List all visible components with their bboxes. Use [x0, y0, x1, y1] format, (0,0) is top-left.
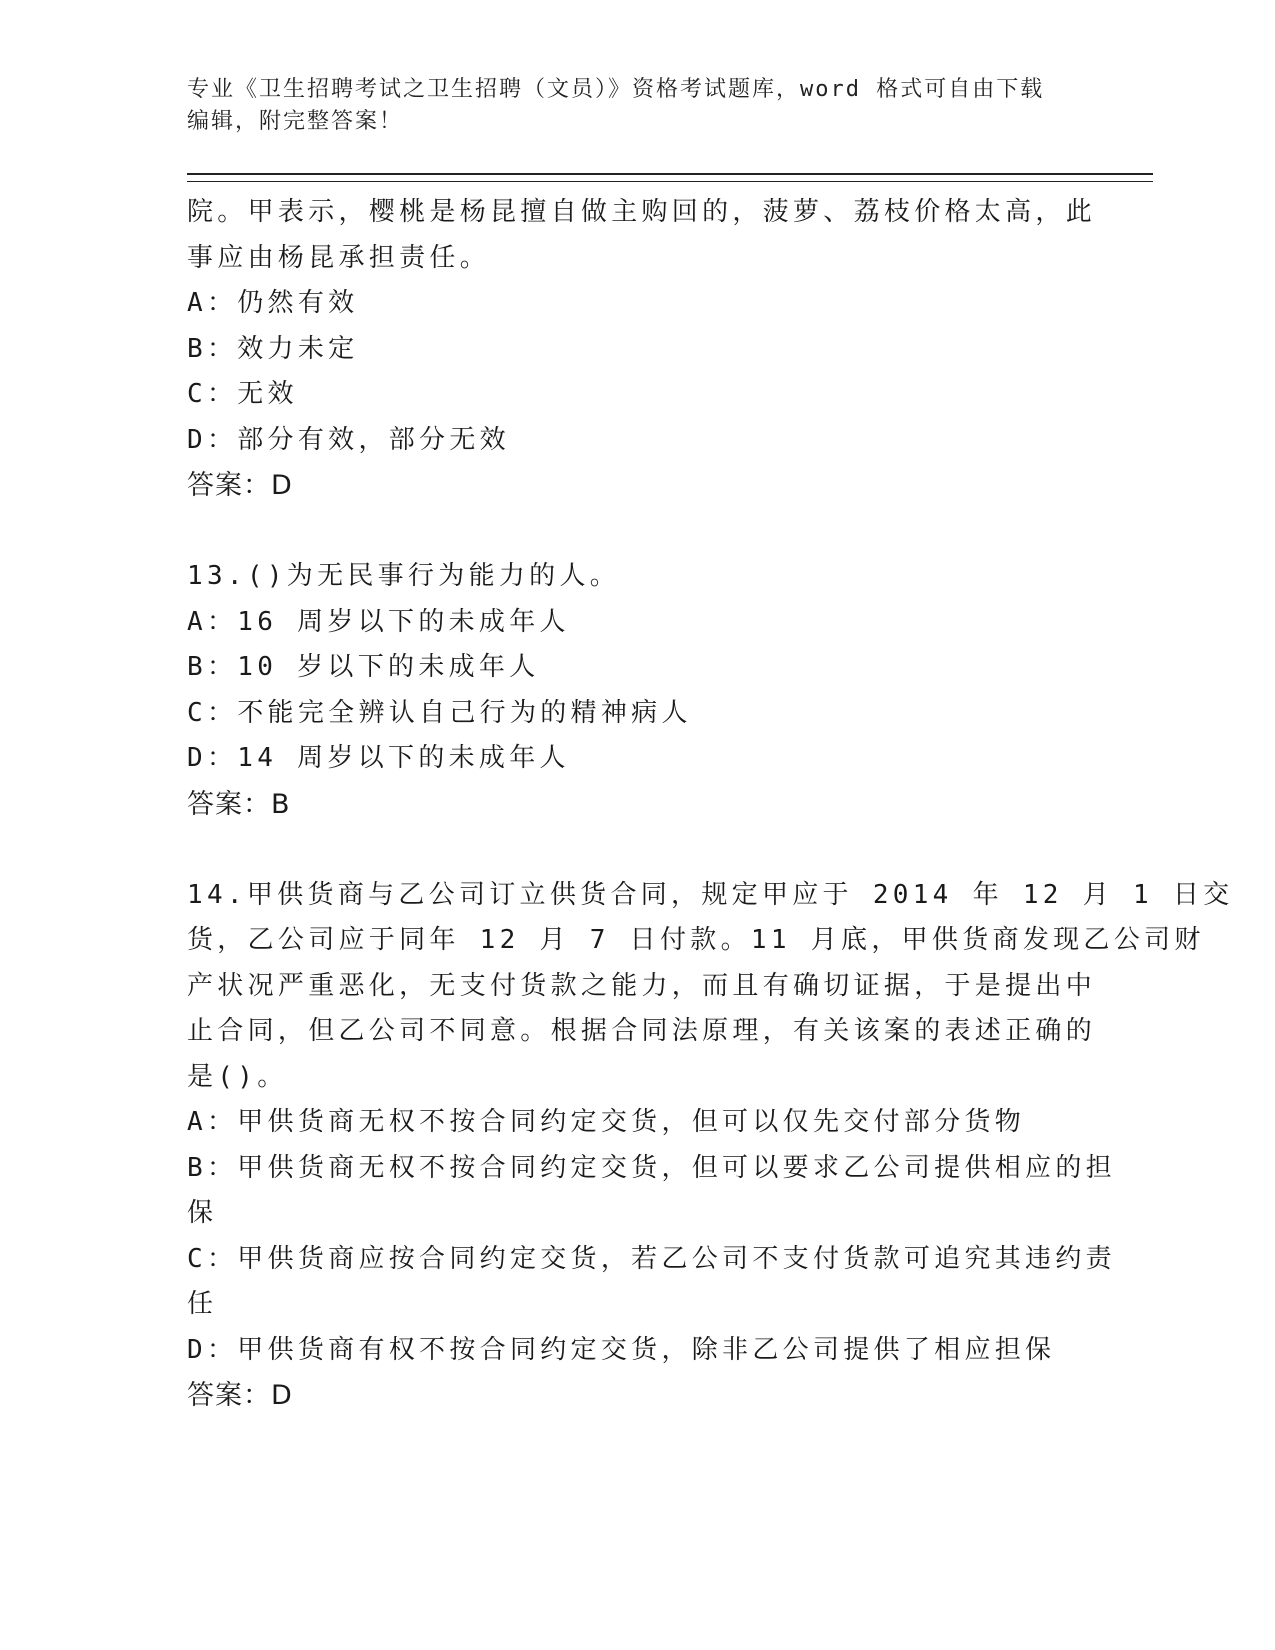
stem-line: 事应由杨昆承担责任。 [187, 242, 491, 273]
option-a: A：16 周岁以下的未成年人 [187, 606, 570, 637]
document-header [187, 74, 1087, 138]
question-stem [187, 873, 1234, 1101]
header-line-2: 编辑，附完整答案！ [187, 109, 404, 134]
question-stem [187, 190, 1097, 281]
stem-line: 13.()为无民事行为能力的人。 [187, 561, 621, 591]
question-12 [187, 190, 1097, 509]
option-line: 任 [187, 1289, 218, 1319]
option-b [187, 1146, 1116, 1237]
option-d [187, 1328, 1087, 1374]
answer: 答案：D [187, 470, 293, 501]
header-line-1: 专业《卫生招聘考试之卫生招聘（文员）》资格考试题库，word 格式可自由下载 [187, 77, 1045, 102]
question-13 [187, 554, 1087, 827]
option-b: B：效力未定 [187, 333, 359, 364]
question-stem [187, 554, 1087, 600]
header-divider-thin [187, 181, 1153, 182]
stem-line: 是()。 [187, 1061, 288, 1092]
option-line: 保 [187, 1198, 218, 1228]
spacer [187, 509, 1087, 555]
option-line: C：甲供货商应按合同约定交货，若乙公司不支付货款可追究其违约责 [187, 1243, 1116, 1274]
spacer [187, 827, 1087, 873]
option-d: D：14 周岁以下的未成年人 [187, 743, 570, 773]
stem-line: 14.甲供货商与乙公司订立供货合同，规定甲应于 2014 年 12 月 1 日交 [187, 879, 1234, 910]
answer: 答案：D [187, 1380, 293, 1411]
option-a: A：仍然有效 [187, 288, 359, 318]
option-d: D：部分有效，部分无效 [187, 424, 510, 455]
option-b: B：10 岁以下的未成年人 [187, 652, 540, 682]
option-line: D：甲供货商有权不按合同约定交货，除非乙公司提供了相应担保 [187, 1334, 1056, 1365]
answer: 答案：B [187, 788, 291, 820]
header-divider-thick [187, 173, 1153, 175]
question-14 [187, 873, 1234, 1419]
question-content [187, 190, 1234, 1419]
option-c [187, 1237, 1116, 1328]
option-a [187, 1100, 1087, 1146]
option-c: C：不能完全辨认自己行为的精神病人 [187, 697, 692, 728]
stem-line: 院。甲表示，樱桃是杨昆擅自做主购回的，菠萝、荔枝价格太高，此 [187, 197, 1097, 227]
stem-line: 货，乙公司应于同年 12 月 7 日付款。11 月底，甲供货商发现乙公司财 [187, 925, 1205, 955]
option-line: A：甲供货商无权不按合同约定交货，但可以仅先交付部分货物 [187, 1107, 1026, 1137]
stem-line: 产状况严重恶化，无支付货款之能力，而且有确切证据，于是提出中 [187, 970, 1097, 1001]
stem-line: 止合同，但乙公司不同意。根据合同法原理，有关该案的表述正确的 [187, 1016, 1097, 1046]
option-line: B：甲供货商无权不按合同约定交货，但可以要求乙公司提供相应的担 [187, 1152, 1116, 1183]
option-c: C：无效 [187, 379, 298, 409]
